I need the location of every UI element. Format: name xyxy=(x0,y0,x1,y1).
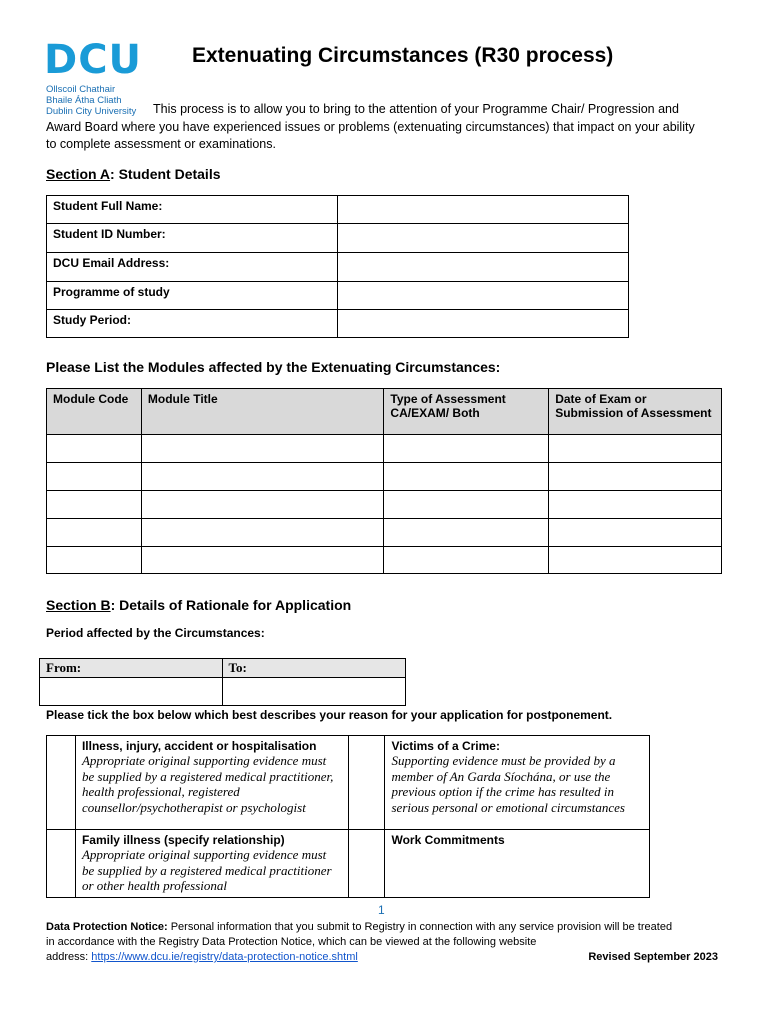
page-title: Extenuating Circumstances (R30 process) xyxy=(192,44,614,67)
work-title: Work Commitments xyxy=(391,833,505,847)
period-input-row xyxy=(40,678,406,706)
study-period-field[interactable] xyxy=(337,310,628,338)
page-number: 1 xyxy=(378,903,385,917)
module-title-header: Module Title xyxy=(141,389,384,435)
table-row xyxy=(47,463,722,491)
logo-line-2: Bhaile Átha Cliath xyxy=(46,95,122,106)
modules-header-row xyxy=(47,389,722,435)
table-row xyxy=(47,830,650,898)
assessment-type-header: Type of Assessment CA/EXAM/ Both xyxy=(384,389,549,435)
module-title-cell[interactable] xyxy=(141,463,384,491)
intro-line-2: Award Board where you have experienced issues or problems (extenuating circumstances) that impact on your ability xyxy=(46,119,695,134)
modules-table xyxy=(46,388,722,574)
family-description: Appropriate original supporting evidence must be supplied by a registered medical practitioner or other health professional xyxy=(81,847,332,893)
crime-title: Victims of a Crime: xyxy=(391,739,500,753)
address-label: address: xyxy=(46,951,89,963)
exam-date-cell[interactable] xyxy=(549,435,722,463)
work-checkbox[interactable] xyxy=(348,830,385,898)
table-row xyxy=(47,736,650,830)
programme-field[interactable] xyxy=(337,282,628,310)
table-row xyxy=(47,196,629,224)
table-row xyxy=(47,547,722,574)
logo-line-3: Dublin City University xyxy=(46,106,137,117)
intro-line-3: to complete assessment or examinations. xyxy=(46,137,276,151)
data-protection-notice xyxy=(46,920,726,965)
section-a-suffix: : Student Details xyxy=(110,166,221,182)
student-name-field[interactable] xyxy=(337,196,628,224)
family-option xyxy=(75,830,348,898)
section-b-suffix: : Details of Rationale for Application xyxy=(110,597,352,613)
intro-paragraph xyxy=(46,101,736,154)
table-row xyxy=(47,519,722,547)
notice-text: Personal information that you submit to Registry in connection with any service provision will be treated xyxy=(170,921,673,933)
module-code-cell[interactable] xyxy=(47,463,142,491)
section-b-prefix: Section B xyxy=(46,597,111,613)
reasons-table xyxy=(46,735,650,898)
exam-date-cell[interactable] xyxy=(549,547,722,574)
module-code-cell[interactable] xyxy=(47,547,142,574)
illness-description: Appropriate original supporting evidence must be supplied by a registered medical practitioner, health professional, registered counsellor/psychotherapist or psychologist xyxy=(81,753,334,815)
to-label: To: xyxy=(222,659,405,678)
module-code-header: Module Code xyxy=(47,389,142,435)
assessment-type-cell[interactable] xyxy=(384,435,549,463)
period-header-row xyxy=(40,659,406,678)
exam-date-cell[interactable] xyxy=(549,491,722,519)
intro-line-1: This process is to allow you to bring to the attention of your Programme Chair/ Progression and xyxy=(153,102,679,116)
module-code-cell[interactable] xyxy=(47,491,142,519)
family-checkbox[interactable] xyxy=(47,830,76,898)
table-row xyxy=(47,435,722,463)
revised-date: Revised September 2023 xyxy=(588,951,718,963)
crime-option xyxy=(385,736,650,830)
period-label: Period affected by the Circumstances: xyxy=(46,626,265,640)
table-row xyxy=(47,491,722,519)
programme-label: Programme of study xyxy=(47,282,338,310)
exam-date-cell[interactable] xyxy=(549,519,722,547)
student-name-label: Student Full Name: xyxy=(47,196,338,224)
student-id-label: Student ID Number: xyxy=(47,224,338,253)
table-row xyxy=(47,224,629,253)
data-protection-link[interactable]: https://www.dcu.ie/registry/data-protection-notice.shtml xyxy=(91,951,358,963)
to-date-field[interactable] xyxy=(222,678,405,706)
exam-date-cell[interactable] xyxy=(549,463,722,491)
logo-line-1: Ollscoil Chathair xyxy=(46,84,116,95)
module-code-cell[interactable] xyxy=(47,435,142,463)
modules-heading: Please List the Modules affected by the Extenuating Circumstances: xyxy=(46,359,501,375)
family-title: Family illness (specify relationship) xyxy=(81,833,285,847)
module-title-cell[interactable] xyxy=(141,547,384,574)
assessment-type-cell[interactable] xyxy=(384,547,549,574)
assessment-type-cell[interactable] xyxy=(384,463,549,491)
student-details-table xyxy=(46,195,629,338)
dcu-logo: DCU xyxy=(44,37,143,83)
from-date-field[interactable] xyxy=(40,678,223,706)
tick-instruction: Please tick the box below which best describes your reason for your application for postponement. xyxy=(46,708,613,722)
module-title-cell[interactable] xyxy=(141,491,384,519)
table-row xyxy=(47,310,629,338)
illness-title: Illness, injury, accident or hospitalisation xyxy=(81,739,317,753)
exam-date-header: Date of Exam or Submission of Assessment xyxy=(549,389,722,435)
assessment-type-cell[interactable] xyxy=(384,519,549,547)
student-id-field[interactable] xyxy=(337,224,628,253)
study-period-label: Study Period: xyxy=(47,310,338,338)
period-table xyxy=(39,658,406,706)
crime-description: Supporting evidence must be provided by a member of An Garda Síochána, or use the previous option if the crime has resulted in serious personal or emotional circumstances xyxy=(391,753,625,815)
email-label: DCU Email Address: xyxy=(47,253,338,282)
illness-option xyxy=(75,736,348,830)
illness-checkbox[interactable] xyxy=(47,736,76,830)
from-label: From: xyxy=(40,659,223,678)
assessment-type-cell[interactable] xyxy=(384,491,549,519)
email-field[interactable] xyxy=(337,253,628,282)
module-title-cell[interactable] xyxy=(141,519,384,547)
section-b-heading xyxy=(46,597,351,613)
work-option xyxy=(385,830,650,898)
module-title-cell[interactable] xyxy=(141,435,384,463)
notice-label: Data Protection Notice: xyxy=(46,921,168,933)
section-a-prefix: Section A xyxy=(46,166,111,182)
module-code-cell[interactable] xyxy=(47,519,142,547)
notice-line-2: in accordance with the Registry Data Protection Notice, which can be viewed at the following website xyxy=(46,936,537,948)
table-row xyxy=(47,282,629,310)
crime-checkbox[interactable] xyxy=(348,736,385,830)
table-row xyxy=(47,253,629,282)
section-a-heading xyxy=(46,166,221,182)
